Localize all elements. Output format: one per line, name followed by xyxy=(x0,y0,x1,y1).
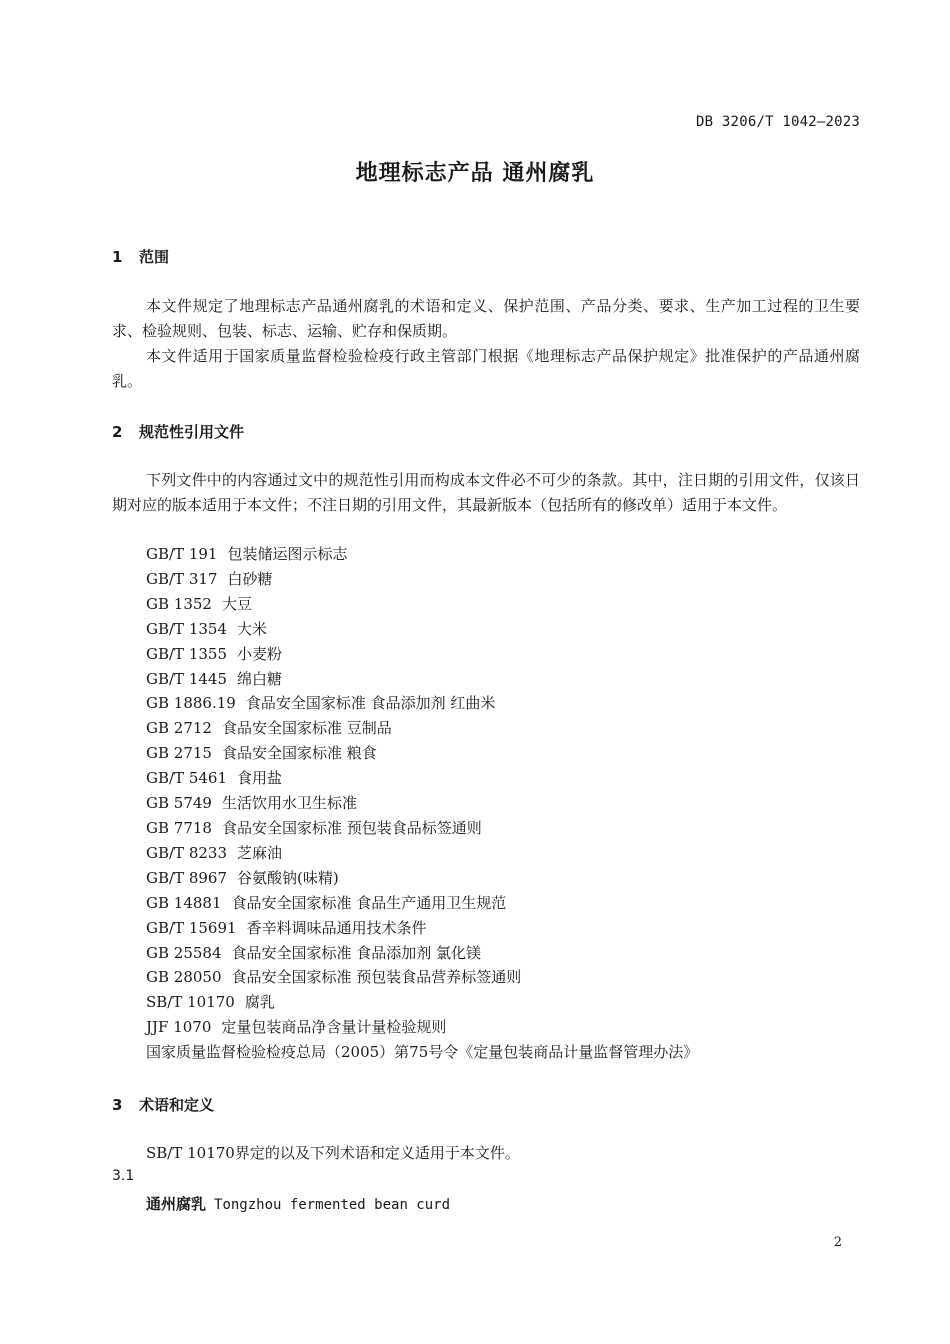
reference-item xyxy=(146,841,698,866)
reference-code: GB 28050 xyxy=(146,968,222,987)
reference-code: GB/T 1355 xyxy=(146,644,228,663)
reference-title: 芝麻油 xyxy=(237,843,283,862)
reference-item xyxy=(146,941,698,966)
reference-code: GB 7718 xyxy=(146,818,212,837)
term-name-cn: 通州腐乳 xyxy=(146,1195,207,1213)
reference-title: 大豆 xyxy=(221,594,252,613)
reference-code: SB/T 10170 xyxy=(146,993,235,1012)
scope-paragraph-1: 本文件规定了地理标志产品通州腐乳的术语和定义、保护范围、产品分类、要求、生产加工过程的卫生要求、检验规则、包装、标志、运输、贮存和保质期。 xyxy=(112,297,860,340)
reference-code: GB 1352 xyxy=(146,594,212,613)
reference-item xyxy=(146,916,698,941)
reference-item xyxy=(146,990,698,1015)
reference-item xyxy=(146,965,698,990)
page-number: 2 xyxy=(833,1235,842,1250)
reference-title: 食品安全国家标准 粮食 xyxy=(221,744,377,763)
reference-title: 腐乳 xyxy=(244,993,275,1012)
reference-list xyxy=(146,542,698,1065)
scope-paragraph-2: 本文件适用于国家质量监督检验检疫行政主管部门根据《地理标志产品保护规定》批准保护的产品通州腐乳。 xyxy=(112,347,860,390)
section-number: 2 xyxy=(112,423,123,441)
reference-title: 食品安全国家标准 预包装食品标签通则 xyxy=(221,818,482,837)
reference-title: 生活饮用水卫生标准 xyxy=(221,794,357,813)
term-number: 3.1 xyxy=(112,1168,135,1184)
reference-title: 香辛料调味品通用技术条件 xyxy=(246,918,427,937)
reference-item xyxy=(146,567,698,592)
reference-title: 包装储运图示标志 xyxy=(227,545,348,563)
reference-item xyxy=(146,716,698,741)
section-title: 范围 xyxy=(139,248,170,266)
reference-code: GB/T 5461 xyxy=(146,769,228,788)
reference-code: GB 5749 xyxy=(146,794,212,813)
reference-title: 定量包装商品净含量计量检验规则 xyxy=(221,1018,447,1037)
reference-item xyxy=(146,617,698,642)
reference-title: 白砂糖 xyxy=(227,569,273,588)
reference-code: GB 1886.19 xyxy=(146,694,236,713)
reference-title: 食品安全国家标准 预包装食品营养标签通则 xyxy=(231,968,522,987)
section-heading-normative-refs xyxy=(112,421,244,442)
reference-title: 绵白糖 xyxy=(237,669,283,688)
reference-item xyxy=(146,642,698,667)
reference-code: GB/T 8967 xyxy=(146,868,228,887)
normative-refs-intro: 下列文件中的内容通过文中的规范性引用而构成本文件必不可少的条款。其中，注日期的引用文件，仅该日期对应的版本适用于本文件；不注日期的引用文件，其最新版本（包括所有的修改单）适用于本文件。 xyxy=(112,471,860,514)
document-code: DB 3206/T 1042—2023 xyxy=(696,114,860,130)
reference-code: GB 14881 xyxy=(146,893,222,912)
reference-code: GB/T 8233 xyxy=(146,843,228,862)
section-number: 3 xyxy=(112,1096,123,1114)
reference-title: 大米 xyxy=(237,619,268,638)
reference-title: 食品安全国家标准 食品生产通用卫生规范 xyxy=(231,893,507,912)
page-title: 地理标志产品 通州腐乳 xyxy=(355,161,595,186)
reference-title: 食品安全国家标准 食品添加剂 红曲米 xyxy=(245,694,496,713)
reference-title: 食品安全国家标准 豆制品 xyxy=(221,719,392,738)
reference-item xyxy=(146,891,698,916)
term-name-en: Tongzhou fermented bean curd xyxy=(214,1197,451,1213)
reference-title: 食用盐 xyxy=(237,769,283,788)
reference-title: 国家质量监督检验检疫总局（2005）第75号令《定量包装商品计量监督管理办法》 xyxy=(146,1043,699,1062)
reference-code: GB/T 317 xyxy=(146,569,218,588)
reference-item xyxy=(146,791,698,816)
reference-title: 食品安全国家标准 食品添加剂 氯化镁 xyxy=(231,943,482,962)
terms-intro: SB/T 10170界定的以及下列术语和定义适用于本文件。 xyxy=(146,1144,520,1162)
reference-code: GB/T 191 xyxy=(146,545,218,563)
reference-code: GB 2715 xyxy=(146,744,212,763)
reference-item xyxy=(146,691,698,716)
reference-title: 谷氨酸钠(味精) xyxy=(237,868,339,887)
reference-item xyxy=(146,866,698,891)
reference-code: GB 25584 xyxy=(146,943,222,962)
reference-code: GB/T 15691 xyxy=(146,918,237,937)
reference-code: GB 2712 xyxy=(146,719,212,738)
reference-title: 小麦粉 xyxy=(237,644,283,663)
reference-code: GB/T 1354 xyxy=(146,619,228,638)
reference-code: GB/T 1445 xyxy=(146,669,228,688)
reference-item xyxy=(146,766,698,791)
reference-item xyxy=(146,667,698,692)
section-heading-scope xyxy=(112,246,169,267)
reference-item xyxy=(146,542,698,567)
section-title: 术语和定义 xyxy=(139,1096,215,1114)
section-title: 规范性引用文件 xyxy=(139,423,245,441)
reference-item xyxy=(146,1015,698,1040)
reference-item xyxy=(146,816,698,841)
reference-item xyxy=(146,741,698,766)
section-number: 1 xyxy=(112,248,123,266)
term-entry xyxy=(146,1193,450,1214)
reference-item xyxy=(146,1040,698,1065)
section-heading-terms xyxy=(112,1094,214,1115)
reference-code: JJF 1070 xyxy=(146,1018,212,1037)
reference-item xyxy=(146,592,698,617)
